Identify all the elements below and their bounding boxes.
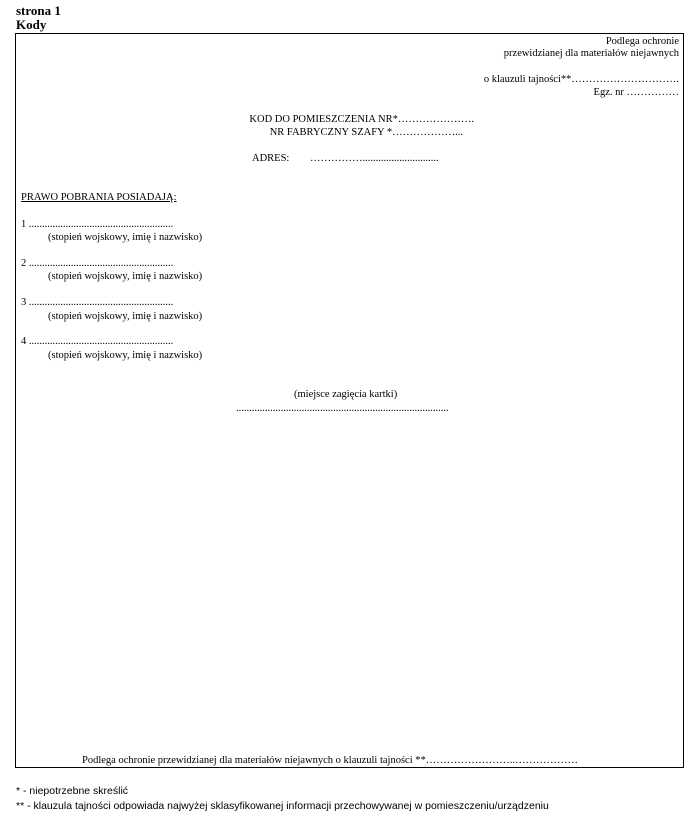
address-value: ……………............................. (310, 153, 439, 164)
fold-line: ................................................................................. (236, 403, 449, 414)
form-frame (15, 33, 684, 768)
classification-line-1: Podlega ochronie (605, 36, 679, 47)
room-code: KOD DO POMIESZCZENIA NR*…………………. (249, 114, 474, 125)
classification-line-2: przewidzianej dla materiałów niejawnych (503, 48, 679, 59)
rights-heading: PRAWO POBRANIA POSIADAJĄ: (21, 192, 177, 203)
person-4-line: 4 ....................................................... (21, 336, 174, 347)
bottom-classification-note: Podlega ochronie przewidzianej dla materiałów niejawnych o klauzuli tajności **……………………..……………… (82, 755, 579, 766)
person-1-hint: (stopień wojskowy, imię i nazwisko) (48, 232, 203, 243)
footnote-2: ** - klauzula tajności odpowiada najwyżej sklasyfikowanej informacji przechowywanej w pomieszczeniu/urządzeniu (16, 800, 549, 812)
classification-clause: o klauzuli tajności**…………………………. (483, 74, 679, 85)
page-header (16, 4, 61, 32)
footnote-1: * - niepotrzebne skreślić (16, 785, 129, 797)
person-2-line: 2 ....................................................... (21, 258, 174, 269)
person-3-line: 3 ....................................................... (21, 297, 174, 308)
page-title: Kody (16, 17, 47, 32)
person-2-hint: (stopień wojskowy, imię i nazwisko) (48, 271, 203, 282)
cabinet-serial: NR FABRYCZNY SZAFY *………………... (269, 127, 463, 138)
address-label: ADRES: (252, 153, 290, 164)
person-4-hint: (stopień wojskowy, imię i nazwisko) (48, 350, 203, 361)
page-number: strona 1 (16, 3, 61, 18)
person-3-hint: (stopień wojskowy, imię i nazwisko) (48, 311, 203, 322)
fold-label: (miejsce zagięcia kartki) (294, 389, 398, 400)
copy-number: Egz. nr …………… (593, 87, 679, 98)
person-1-line: 1 ....................................................... (21, 219, 174, 230)
